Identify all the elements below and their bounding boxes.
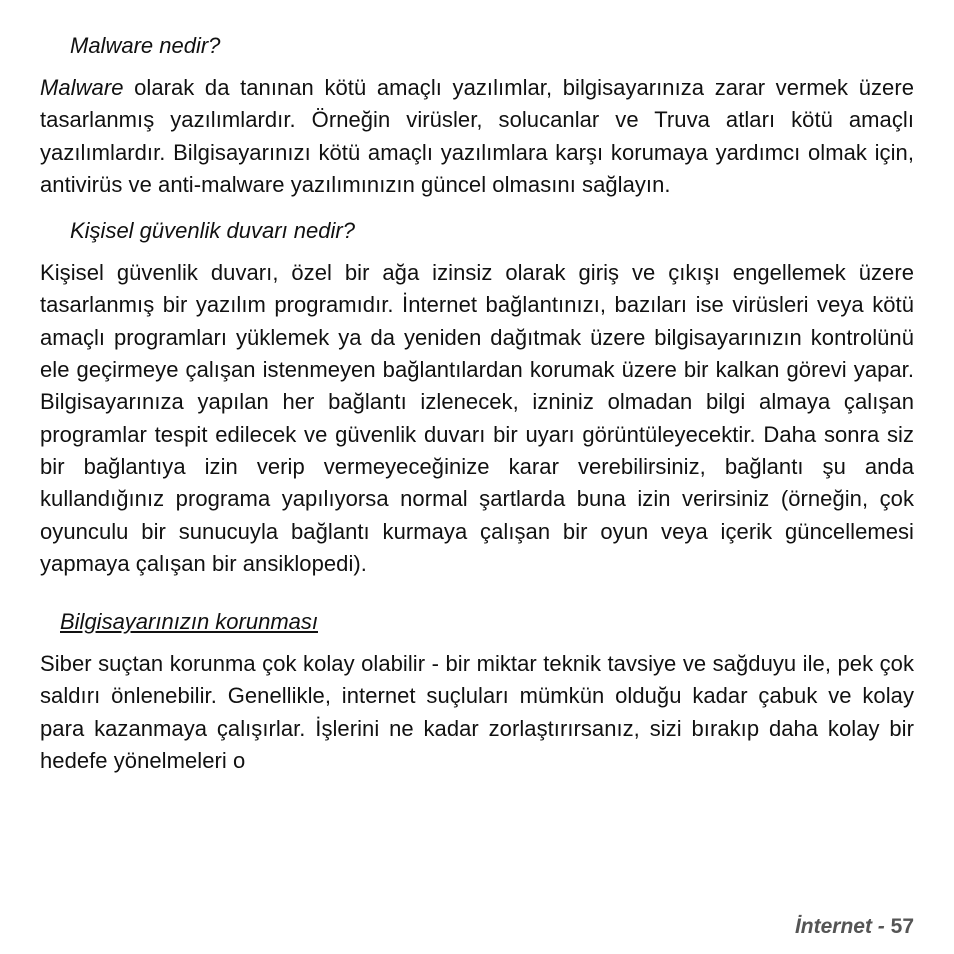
spacer — [40, 247, 914, 257]
protection-heading: Bilgisayarınızın korunması — [60, 609, 318, 635]
malware-heading: Malware nedir? — [70, 33, 221, 58]
spacer — [40, 638, 914, 648]
spacer — [40, 580, 914, 606]
malware-paragraph — [40, 72, 914, 201]
spacer — [40, 62, 914, 72]
protection-paragraph: Siber suçtan korunma çok kolay olabilir - bir miktar teknik tavsiye ve sağduyu ile, pek çok saldırı önlenebilir. Genellikle, internet suçluları mümkün olduğu kadar çabuk ve kolay para kazanmaya çalışırlar. İşlerini ne kadar zorlaştırırsanız, sizi bırakıp daha kolay bir hedefe yönelmeleri o — [40, 651, 914, 774]
firewall-paragraph: Kişisel güvenlik duvarı, özel bir ağa izinsiz olarak giriş ve çıkışı engellemek üzere tasarlanmış bir yazılım programıdır. İnternet bağlantınızı, bazıları ise virüsleri veya kötü amaçlı programları yüklemek ya da yeniden dağıtmak üzere bilgisayarınızın kontrolünü ele geçirmeye çalışan istenmeyen bağlantılardan korumak üzere bir kalkan görevi yapar. Bilgisayarınıza yapılan her bağlantı izlenecek, izniniz olmadan bilgi almaya çalışan programlar tespit edilecek ve güvenlik duvarı bir uyarı görüntüleyecektir. Daha sonra siz bir bağlantıya izin verip vermeyeceğinize karar verebilirsiniz, bağlantı şu anda kullandığınız programa yapılıyorsa normal şartlarda buna izin verirsiniz (örneğin, çok oyunculu bir sunucuyla bağlantı kurmaya çalışan bir oyun veya içerik güncellemesi yapmaya çalışan bir ansiklopedi). — [40, 260, 914, 576]
page-footer — [795, 915, 914, 939]
malware-body: olarak da tanınan kötü amaçlı yazılımlar, bilgisayarınıza zarar vermek üzere tasarlanmış yazılımlardır. Örneğin virüsler, solucanlar ve Truva atları kötü amaçlı yazılımlardır. Bilgisayarınızı kötü amaçlı yazılımlara karşı korumaya yardımcı olmak için, antivirüs ve anti-malware yazılımınızın güncel olmasını sağlayın. — [40, 75, 914, 197]
spacer — [40, 201, 914, 215]
firewall-heading: Kişisel güvenlik duvarı nedir? — [70, 218, 355, 244]
footer-chapter: İnternet - — [794, 915, 891, 938]
document-page — [40, 30, 914, 777]
footer-page-number: 57 — [890, 915, 914, 938]
malware-lead-term: Malware — [40, 75, 124, 100]
